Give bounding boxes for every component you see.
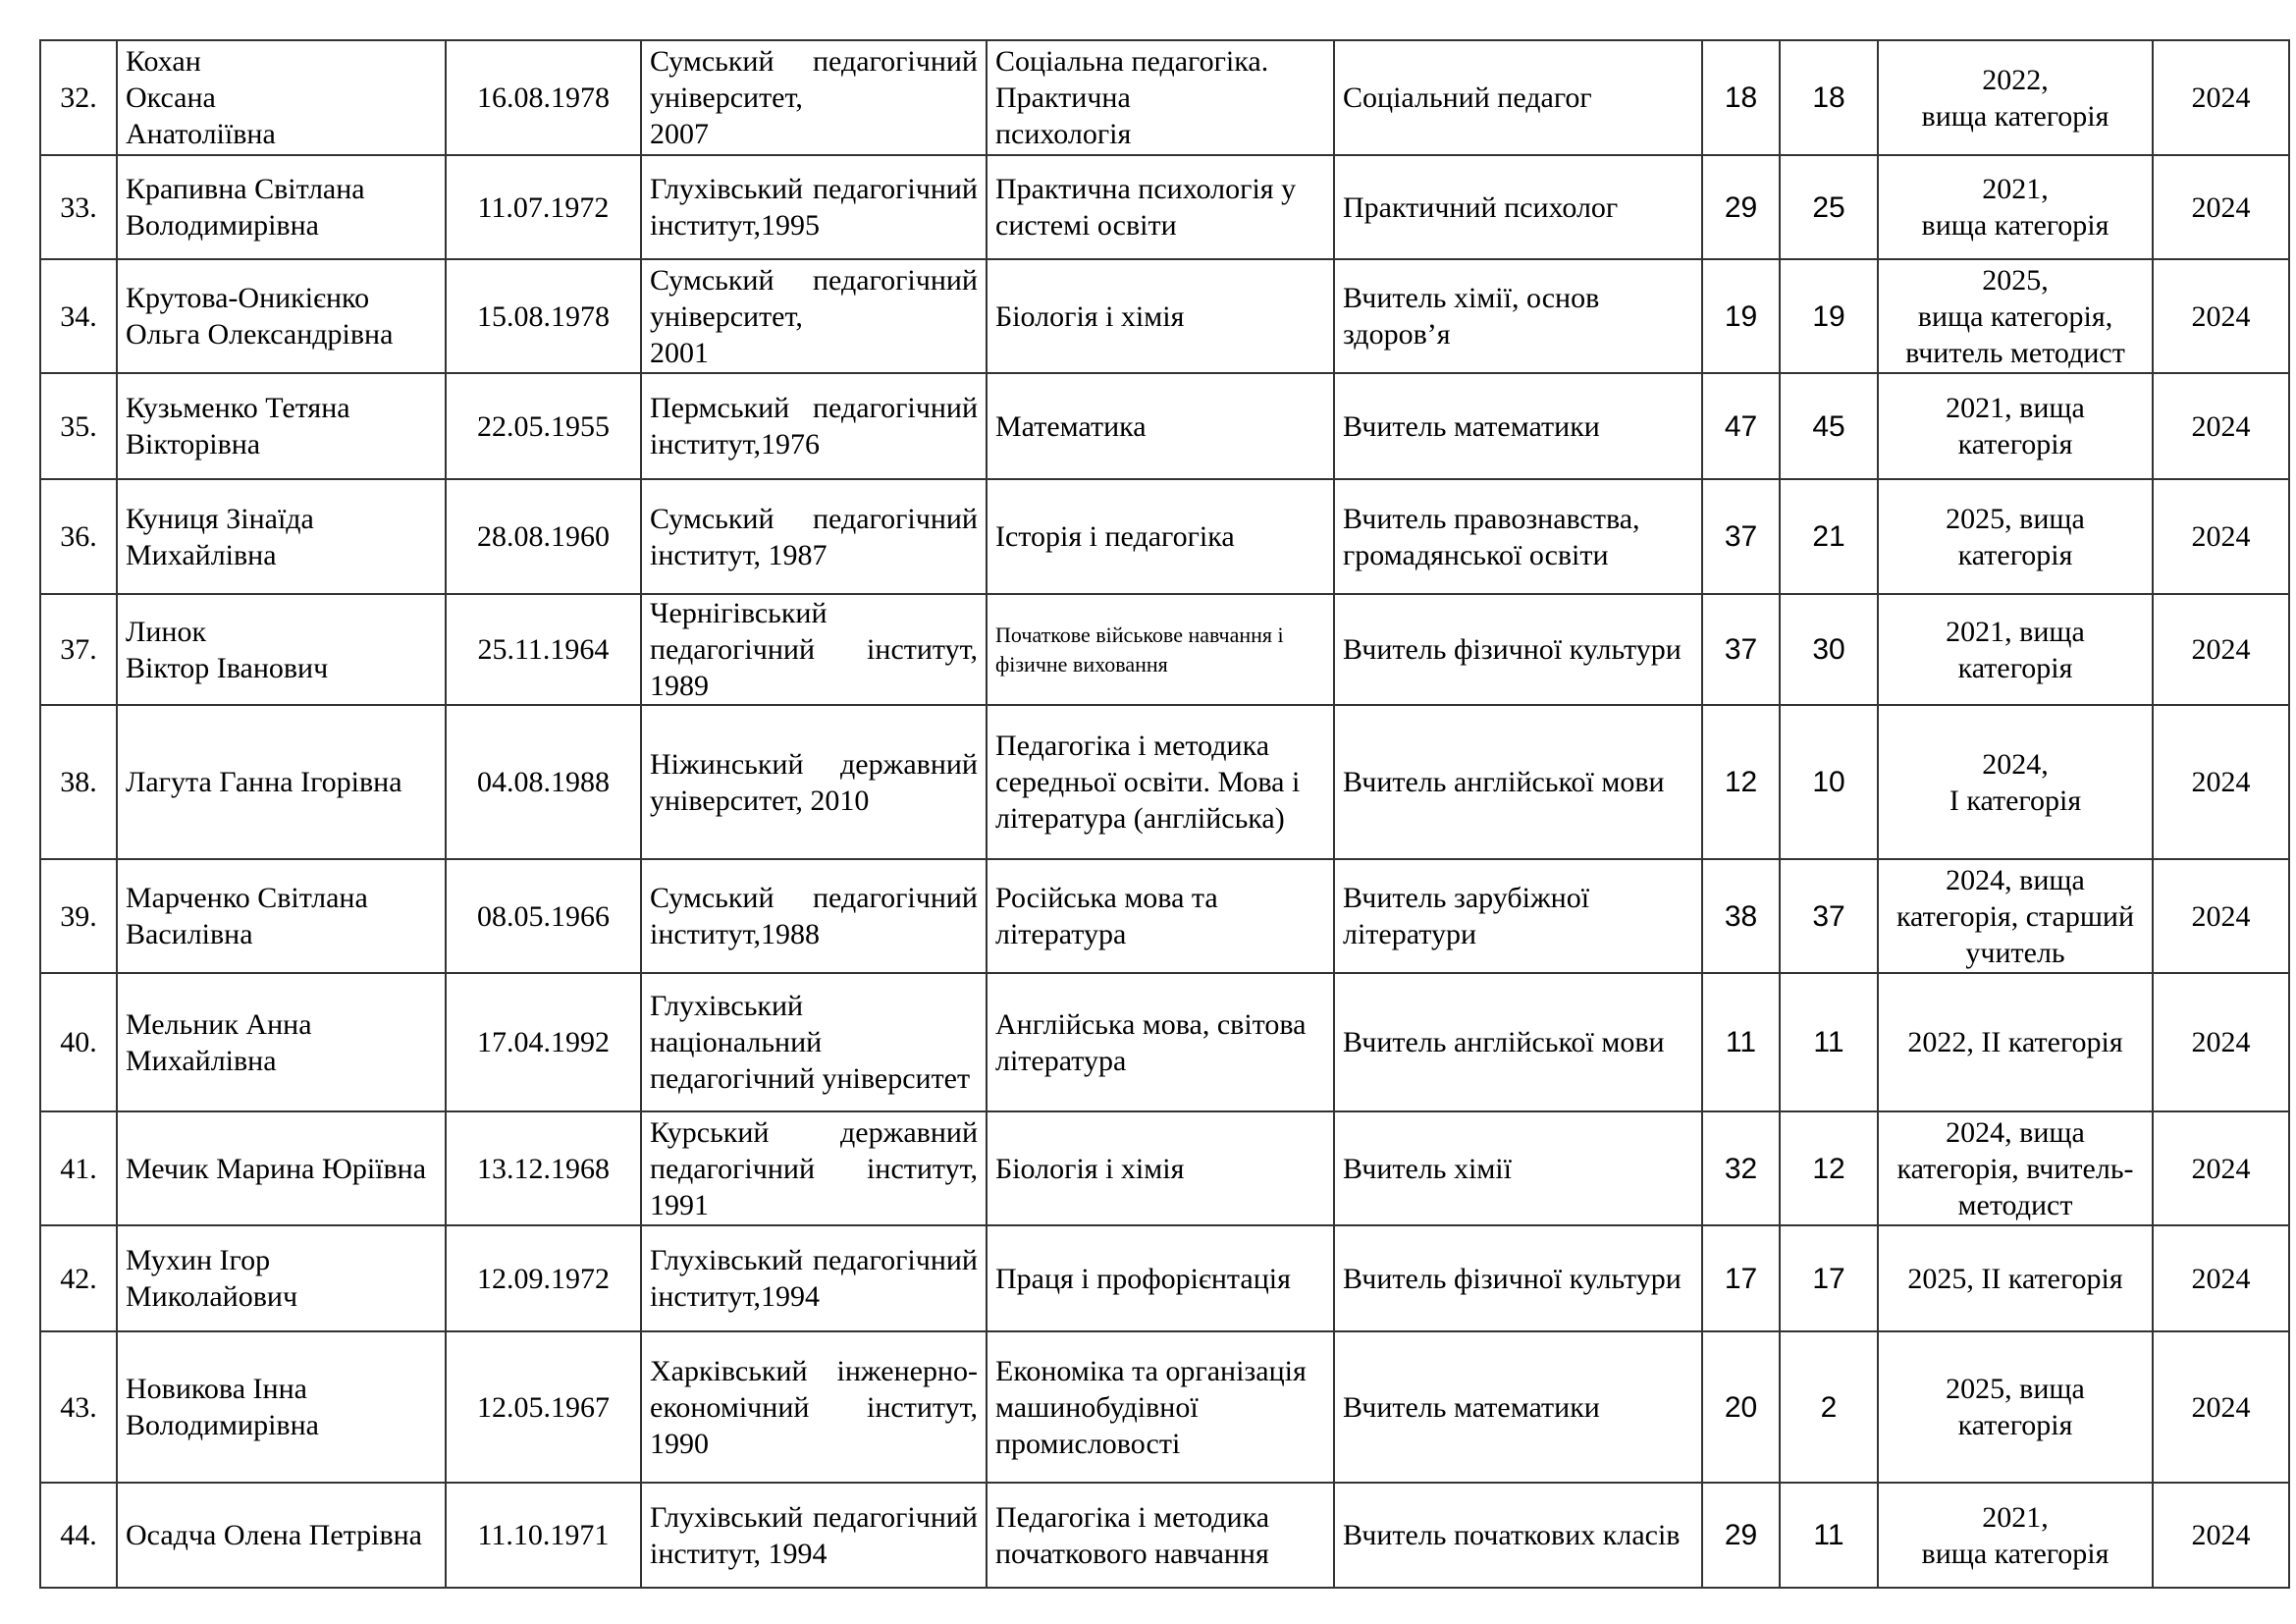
pedagogical-experience: 11 xyxy=(1780,1483,1878,1588)
teacher-name: Крапивна Світлана Володимирівна xyxy=(117,155,446,259)
education: Сумський педагогічний університет, 2001 xyxy=(641,259,987,373)
birth-date: 15.08.1978 xyxy=(446,259,641,373)
education: Глухівський педагогічний інститут,1995 xyxy=(641,155,987,259)
category: 2021, вища категорія xyxy=(1878,1483,2153,1588)
row-number: 35. xyxy=(40,373,117,479)
position: Вчитель математики xyxy=(1334,1331,1702,1483)
specialty: Педагогіка і методика середньої освіти. Мова і література (англійська) xyxy=(987,705,1334,859)
category: 2022, вища категорія xyxy=(1878,40,2153,155)
category: 2022, ІІ категорія xyxy=(1878,973,2153,1111)
birth-date: 08.05.1966 xyxy=(446,859,641,973)
specialty: Соціальна педагогіка. Практична психологія xyxy=(987,40,1334,155)
table-body xyxy=(40,40,2289,1588)
attestation-year: 2024 xyxy=(2153,259,2289,373)
table-row xyxy=(40,859,2289,973)
position: Вчитель хімії, основ здоров’я xyxy=(1334,259,1702,373)
education: Пермський педагогічний інститут,1976 xyxy=(641,373,987,479)
position: Вчитель зарубіжної літератури xyxy=(1334,859,1702,973)
education: Глухівський педагогічний інститут, 1994 xyxy=(641,1483,987,1588)
education: Сумський педагогічний університет, 2007 xyxy=(641,40,987,155)
row-number: 42. xyxy=(40,1225,117,1331)
table-row xyxy=(40,1331,2289,1483)
attestation-year: 2024 xyxy=(2153,40,2289,155)
specialty: Праця і профорієнтація xyxy=(987,1225,1334,1331)
birth-date: 22.05.1955 xyxy=(446,373,641,479)
row-number: 32. xyxy=(40,40,117,155)
table-row xyxy=(40,594,2289,705)
total-experience: 12 xyxy=(1702,705,1780,859)
pedagogical-experience: 11 xyxy=(1780,973,1878,1111)
row-number: 39. xyxy=(40,859,117,973)
row-number: 41. xyxy=(40,1111,117,1225)
education: Чернігівський педагогічний інститут, 1989 xyxy=(641,594,987,705)
attestation-year: 2024 xyxy=(2153,973,2289,1111)
education: Глухівський педагогічний інститут,1994 xyxy=(641,1225,987,1331)
teacher-name: Крутова-Оникієнко Ольга Олександрівна xyxy=(117,259,446,373)
total-experience: 37 xyxy=(1702,479,1780,594)
total-experience: 11 xyxy=(1702,973,1780,1111)
row-number: 38. xyxy=(40,705,117,859)
attestation-year: 2024 xyxy=(2153,155,2289,259)
row-number: 43. xyxy=(40,1331,117,1483)
attestation-year: 2024 xyxy=(2153,373,2289,479)
position: Вчитель початкових класів xyxy=(1334,1483,1702,1588)
pedagogical-experience: 21 xyxy=(1780,479,1878,594)
birth-date: 11.07.1972 xyxy=(446,155,641,259)
attestation-year: 2024 xyxy=(2153,594,2289,705)
birth-date: 17.04.1992 xyxy=(446,973,641,1111)
education: Сумський педагогічний інститут, 1987 xyxy=(641,479,987,594)
teacher-name: Кохан Оксана Анатоліївна xyxy=(117,40,446,155)
education: Курський державний педагогічний інститут, 1991 xyxy=(641,1111,987,1225)
specialty: Історія і педагогіка xyxy=(987,479,1334,594)
position: Соціальний педагог xyxy=(1334,40,1702,155)
table-row xyxy=(40,1483,2289,1588)
total-experience: 29 xyxy=(1702,155,1780,259)
pedagogical-experience: 17 xyxy=(1780,1225,1878,1331)
total-experience: 20 xyxy=(1702,1331,1780,1483)
pedagogical-experience: 10 xyxy=(1780,705,1878,859)
birth-date: 16.08.1978 xyxy=(446,40,641,155)
birth-date: 04.08.1988 xyxy=(446,705,641,859)
attestation-year: 2024 xyxy=(2153,705,2289,859)
specialty: Початкове військове навчання і фізичне виховання xyxy=(987,594,1334,705)
row-number: 36. xyxy=(40,479,117,594)
teacher-name: Лагута Ганна Ігорівна xyxy=(117,705,446,859)
category: 2024, вища категорія, старший учитель xyxy=(1878,859,2153,973)
pedagogical-experience: 19 xyxy=(1780,259,1878,373)
table-row xyxy=(40,155,2289,259)
specialty: Біологія і хімія xyxy=(987,259,1334,373)
total-experience: 17 xyxy=(1702,1225,1780,1331)
position: Вчитель англійської мови xyxy=(1334,705,1702,859)
teacher-name: Кузьменко Тетяна Вікторівна xyxy=(117,373,446,479)
specialty: Англійська мова, світова література xyxy=(987,973,1334,1111)
attestation-year: 2024 xyxy=(2153,1483,2289,1588)
table-row xyxy=(40,259,2289,373)
teacher-name: Мельник Анна Михайлівна xyxy=(117,973,446,1111)
staff-table xyxy=(39,39,2290,1589)
row-number: 34. xyxy=(40,259,117,373)
birth-date: 28.08.1960 xyxy=(446,479,641,594)
specialty: Біологія і хімія xyxy=(987,1111,1334,1225)
pedagogical-experience: 18 xyxy=(1780,40,1878,155)
position: Вчитель математики xyxy=(1334,373,1702,479)
education: Глухівський національний педагогічний університет xyxy=(641,973,987,1111)
teacher-name: Осадча Олена Петрівна xyxy=(117,1483,446,1588)
position: Вчитель фізичної культури xyxy=(1334,1225,1702,1331)
table-row xyxy=(40,373,2289,479)
birth-date: 12.05.1967 xyxy=(446,1331,641,1483)
position: Вчитель фізичної культури xyxy=(1334,594,1702,705)
category: 2025, ІІ категорія xyxy=(1878,1225,2153,1331)
category: 2025, вища категорія xyxy=(1878,1331,2153,1483)
specialty: Економіка та організація машинобудівної промисловості xyxy=(987,1331,1334,1483)
pedagogical-experience: 12 xyxy=(1780,1111,1878,1225)
category: 2021, вища категорія xyxy=(1878,594,2153,705)
table-row xyxy=(40,705,2289,859)
row-number: 33. xyxy=(40,155,117,259)
category: 2024, І категорія xyxy=(1878,705,2153,859)
specialty: Російська мова та література xyxy=(987,859,1334,973)
education: Ніжинський державний університет, 2010 xyxy=(641,705,987,859)
birth-date: 25.11.1964 xyxy=(446,594,641,705)
teacher-name: Марченко Світлана Василівна xyxy=(117,859,446,973)
category: 2025, вища категорія, вчитель методист xyxy=(1878,259,2153,373)
position: Вчитель правознавства, громадянської освіти xyxy=(1334,479,1702,594)
attestation-year: 2024 xyxy=(2153,1331,2289,1483)
position: Вчитель хімії xyxy=(1334,1111,1702,1225)
total-experience: 38 xyxy=(1702,859,1780,973)
row-number: 44. xyxy=(40,1483,117,1588)
attestation-year: 2024 xyxy=(2153,1111,2289,1225)
attestation-year: 2024 xyxy=(2153,859,2289,973)
teacher-name: Мечик Марина Юріївна xyxy=(117,1111,446,1225)
pedagogical-experience: 2 xyxy=(1780,1331,1878,1483)
category: 2021, вища категорія xyxy=(1878,155,2153,259)
pedagogical-experience: 25 xyxy=(1780,155,1878,259)
position: Практичний психолог xyxy=(1334,155,1702,259)
total-experience: 37 xyxy=(1702,594,1780,705)
birth-date: 12.09.1972 xyxy=(446,1225,641,1331)
specialty: Математика xyxy=(987,373,1334,479)
table-row xyxy=(40,973,2289,1111)
teacher-name: Новикова Інна Володимирівна xyxy=(117,1331,446,1483)
teacher-name: Мухин Ігор Миколайович xyxy=(117,1225,446,1331)
teacher-name: Линок Віктор Іванович xyxy=(117,594,446,705)
pedagogical-experience: 30 xyxy=(1780,594,1878,705)
position: Вчитель англійської мови xyxy=(1334,973,1702,1111)
specialty: Педагогіка і методика початкового навчання xyxy=(987,1483,1334,1588)
birth-date: 11.10.1971 xyxy=(446,1483,641,1588)
table-row xyxy=(40,1111,2289,1225)
category: 2025, вища категорія xyxy=(1878,479,2153,594)
education: Харківський інженерно-економічний інститут, 1990 xyxy=(641,1331,987,1483)
row-number: 40. xyxy=(40,973,117,1111)
teacher-name: Куниця Зінаїда Михайлівна xyxy=(117,479,446,594)
total-experience: 29 xyxy=(1702,1483,1780,1588)
category: 2024, вища категорія, вчитель- методист xyxy=(1878,1111,2153,1225)
attestation-year: 2024 xyxy=(2153,479,2289,594)
total-experience: 19 xyxy=(1702,259,1780,373)
total-experience: 18 xyxy=(1702,40,1780,155)
table-row xyxy=(40,40,2289,155)
attestation-year: 2024 xyxy=(2153,1225,2289,1331)
table-row xyxy=(40,479,2289,594)
education: Сумський педагогічний інститут,1988 xyxy=(641,859,987,973)
birth-date: 13.12.1968 xyxy=(446,1111,641,1225)
pedagogical-experience: 37 xyxy=(1780,859,1878,973)
table-row xyxy=(40,1225,2289,1331)
pedagogical-experience: 45 xyxy=(1780,373,1878,479)
category: 2021, вища категорія xyxy=(1878,373,2153,479)
total-experience: 47 xyxy=(1702,373,1780,479)
total-experience: 32 xyxy=(1702,1111,1780,1225)
specialty: Практична психологія у системі освіти xyxy=(987,155,1334,259)
row-number: 37. xyxy=(40,594,117,705)
